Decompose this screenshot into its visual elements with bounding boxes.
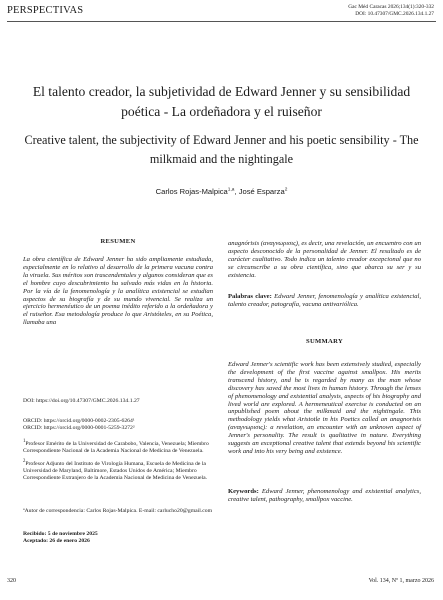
doi-line: DOI: https://doi.org/10.47307/GMC.2026.134.1.27 <box>23 398 140 404</box>
resumen-text: La obra científica de Edward Jenner ha sido ampliamente estudiada, especialmente en lo relativo al desarrollo de la primera vacuna contra la viruela. Sus méritos son trascendentales y algunos consideran que es el hombre cuyo descubrimiento ha salvado más vidas en la historia. Por la vía de la fenomenología y la analítica existencial se estudian aspectos de su biografía y de su mundo vivencial. Se realiza un ejercicio hermenéutico de un poema inédito referido a la ordeñadora y el ruiseñor. Esa metodología produce lo que Aristóteles, en su Poética, llamaba una <box>23 256 213 327</box>
orcid-entry: ORCID: https://orcid.org/0000-0002-2305-6264¹ <box>23 418 135 424</box>
header-rule <box>7 21 436 22</box>
title-spanish: El talento creador, la subjetividad de Edward Jenner y su sensibilidad poética - La ordeñadora y el ruiseñor <box>32 84 411 119</box>
dates <box>23 531 213 546</box>
received-date: Recibido: 5 de noviembre 2025 <box>23 531 98 537</box>
keywords-label: Palabras clave: <box>228 293 272 300</box>
keywords-text: Edward Jenner, fenomenología y analítica existencial, talento creador, patografía, vacuna antivariólica. <box>228 293 421 308</box>
summary-text: Edward Jenner's scientific work has been extensively studied, especially the development of the first vaccine against smallpox. His merits transcend history, and he is regarded by many as the man whose discovery has saved the most lives in human history. Through the lenses of phenomenology and existential analysis, aspects of his biography and lived world are explored. A hermeneutical exercise is conducted on an unpublished poem about the milkmaid and the nightingale. This methodology yields what Aristotle in his Poetics called an anagnorisis (αναγνωρισις): a revelation, an encounter with an unknown aspect of Jenner's personality. The result is qualitative in nature. Everything suggests an exceptional creative talent that extends beyond his scientific work and into his very being and existence. <box>228 361 421 455</box>
keywords-text: Edward Jenner, phenomenology and existential analytics, creative talent, pathography, smallpox vaccine. <box>228 488 421 503</box>
citation-line: Gac Méd Caracas 2026;134(1):320-332 <box>348 4 434 10</box>
affiliation-item <box>23 458 213 483</box>
affiliations <box>23 441 213 487</box>
journal-citation <box>348 4 434 18</box>
resumen-heading: RESUMEN <box>100 238 136 245</box>
accepted-date: Aceptado: 26 de enero 2026 <box>23 538 90 545</box>
author-marks: 1,a <box>227 187 235 193</box>
doi-header: DOI: 10.47307/GMC.2026.134.1.27 <box>355 11 434 17</box>
author-marks: 2 <box>284 187 288 193</box>
keywords-en <box>228 488 421 504</box>
affiliation-mark: 2 <box>23 458 26 464</box>
author-line <box>0 187 443 196</box>
summary-heading: SUMMARY <box>305 338 344 345</box>
orcid-entry: ORCID: https://orcid.org/0000-0001-5259-3272² <box>23 425 135 432</box>
orcid-list <box>23 418 213 433</box>
affiliation-mark: 1 <box>23 439 26 445</box>
author-name: José Esparza <box>238 187 285 196</box>
affiliation-text: Profesor Emérito de la Universidad de Carabobo, Valencia, Venezuela; Miembro Correspondiente Nacional de la Academia Nacional de Medicina de Venezuela. <box>23 441 209 455</box>
author-separator: , <box>234 187 239 196</box>
palabras-clave <box>228 293 421 309</box>
resumen-text-continued: anagnórisis (αναγνωρισις), es decir, una revelación, un encuentro con un aspecto desconocido de la personalidad de Jenner. El resultado es de carácter cualitativo. Todo indica un talento creador excepcional que no se circunscribe a su obra científica, sino que abarca su ser y su existencia. <box>228 240 421 279</box>
author-name: Carlos Rojas-Malpica <box>155 187 228 196</box>
title-english: Creative talent, the subjectivity of Edward Jenner and his poetic sensibility - The milkmaid and the nightingale <box>24 133 419 166</box>
affiliation-text: Profesor Adjunto del Instituto de Virología Humana, Escuela de Medicina de la Universidad de Maryland, Baltimore, Estados Unidos de América; Miembro Correspondiente Extranjero de la Academia Nacional de Medicina de Venezuela. <box>23 460 208 482</box>
section-label: PERSPECTIVAS <box>7 5 84 16</box>
affiliation-item <box>23 441 213 456</box>
correspondence: ªAutor de correspondencia: Carlos Rojas-Malpica. E-mail: carlucho20@gmail.com <box>23 508 213 514</box>
page-number: 320 <box>7 578 16 584</box>
volume-info: Vol. 134, Nº 1, marzo 2026 <box>368 578 434 584</box>
keywords-label: Keywords: <box>228 488 259 495</box>
